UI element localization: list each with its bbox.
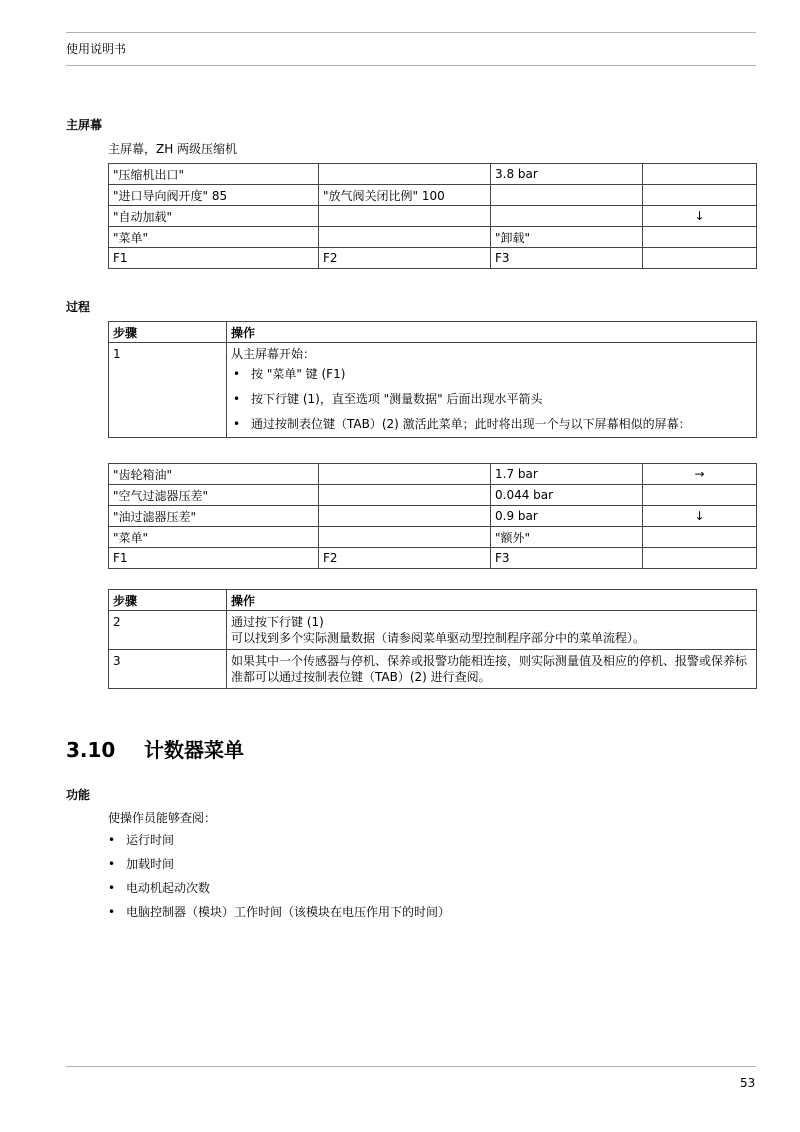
- table-cell: F3: [491, 548, 643, 569]
- table-cell: 1.7 bar: [491, 464, 643, 485]
- bullet-icon: •: [108, 833, 116, 847]
- bullet-icon: •: [108, 881, 116, 895]
- step-number: 3: [109, 650, 227, 689]
- table-cell: "额外": [491, 527, 643, 548]
- list-item-text: 通过按制表位键（TAB）(2) 激活此菜单；此时将出现一个与以下屏幕相似的屏幕：: [251, 417, 691, 431]
- table-row: [109, 464, 757, 485]
- page-number: 53: [740, 1076, 756, 1090]
- table-row: [109, 485, 757, 506]
- measured-data-display-table: [108, 463, 757, 569]
- table-cell: 0.044 bar: [491, 485, 643, 506]
- bullet-icon: •: [233, 367, 241, 381]
- table-cell: [319, 227, 491, 248]
- footer-rule: [66, 1066, 756, 1067]
- table-cell: "压缩机出口": [109, 164, 319, 185]
- table-cell: [319, 506, 491, 527]
- step-line: 通过按下行键 (1): [231, 615, 324, 629]
- function-intro: 使操作员能够查阅：: [108, 811, 217, 825]
- bullet-icon: •: [108, 905, 116, 919]
- table-cell: [319, 206, 491, 227]
- main-screen-caption: 主屏幕，ZH 两级压缩机: [108, 142, 238, 156]
- table-row: [109, 527, 757, 548]
- table-cell: [491, 185, 643, 206]
- list-item: [108, 832, 450, 856]
- list-item: [108, 880, 450, 904]
- main-screen-heading: 主屏幕: [66, 118, 103, 132]
- table-cell: [319, 164, 491, 185]
- table-cell: "齿轮箱油": [109, 464, 319, 485]
- column-header-action: 操作: [227, 590, 757, 611]
- list-item-text: 按下行键 (1)，直至选项 "测量数据" 后面出现水平箭头: [251, 392, 543, 406]
- column-header-action: 操作: [227, 322, 757, 343]
- step-action: [227, 343, 757, 438]
- function-heading: 功能: [66, 788, 91, 802]
- table-cell: "卸载": [491, 227, 643, 248]
- table-row: [109, 248, 757, 269]
- step-line: 可以找到多个实际测量数据（请参阅菜单驱动型控制程序部分中的菜单流程）。: [231, 631, 646, 645]
- header-bottom-rule: [66, 65, 756, 66]
- table-cell: F2: [319, 248, 491, 269]
- step-intro: 从主屏幕开始：: [231, 347, 316, 361]
- list-item: [231, 366, 752, 382]
- table-row: [109, 227, 757, 248]
- main-screen-display-table: [108, 163, 757, 269]
- table-row: [109, 548, 757, 569]
- bullet-icon: •: [108, 857, 116, 871]
- table-row: [109, 611, 757, 650]
- step-action: [227, 611, 757, 650]
- bullet-icon: •: [233, 417, 241, 431]
- table-row: [109, 650, 757, 689]
- list-item-text: 按 "菜单" 键 (F1): [251, 367, 346, 381]
- table-cell: 3.8 bar: [491, 164, 643, 185]
- list-item-text: 加载时间: [126, 857, 175, 871]
- table-cell: [643, 248, 757, 269]
- step-bullet-list: [231, 366, 752, 432]
- column-header-step: 步骤: [109, 590, 227, 611]
- table-cell: [319, 485, 491, 506]
- list-item: [231, 416, 752, 432]
- arrow-right-icon: →: [643, 464, 757, 485]
- table-cell: F3: [491, 248, 643, 269]
- column-header-step: 步骤: [109, 322, 227, 343]
- table-cell: "放气阀关闭比例" 100: [319, 185, 491, 206]
- table-row: [109, 164, 757, 185]
- header-top-rule: [66, 32, 756, 33]
- step-number: 2: [109, 611, 227, 650]
- table-row: [109, 343, 757, 438]
- table-cell: "空气过滤器压差": [109, 485, 319, 506]
- step-number: 1: [109, 343, 227, 438]
- list-item: [231, 391, 752, 407]
- step-action: 如果其中一个传感器与停机、保养或报警功能相连接，则实际测量值及相应的停机、报警或保养标准都可以通过按制表位键（TAB）(2) 进行查阅。: [227, 650, 757, 689]
- document-title: 使用说明书: [66, 42, 127, 56]
- table-cell: [319, 527, 491, 548]
- table-header-row: [109, 590, 757, 611]
- table-header-row: [109, 322, 757, 343]
- chapter-title: 计数器菜单: [144, 738, 244, 762]
- table-cell: "进口导向阀开度" 85: [109, 185, 319, 206]
- procedure-heading: 过程: [66, 300, 91, 314]
- chapter-heading: [66, 734, 244, 763]
- table-cell: "菜单": [109, 227, 319, 248]
- table-cell: "菜单": [109, 527, 319, 548]
- table-cell: F1: [109, 548, 319, 569]
- table-row: [109, 206, 757, 227]
- table-cell: 0.9 bar: [491, 506, 643, 527]
- table-row: [109, 506, 757, 527]
- procedure-table-2: [108, 589, 757, 689]
- table-cell: [643, 164, 757, 185]
- arrow-down-icon: ↓: [643, 506, 757, 527]
- table-cell: F1: [109, 248, 319, 269]
- table-cell: F2: [319, 548, 491, 569]
- table-cell: [643, 185, 757, 206]
- table-cell: [643, 227, 757, 248]
- table-cell: "油过滤器压差": [109, 506, 319, 527]
- table-cell: [643, 548, 757, 569]
- table-cell: "自动加载": [109, 206, 319, 227]
- bullet-icon: •: [233, 392, 241, 406]
- list-item-text: 电脑控制器（模块）工作时间（该模块在电压作用下的时间）: [126, 905, 451, 919]
- procedure-table-1: [108, 321, 757, 438]
- list-item: [108, 856, 450, 880]
- table-cell: [643, 485, 757, 506]
- table-row: [109, 185, 757, 206]
- function-list: [108, 832, 450, 928]
- chapter-number: 3.10: [66, 738, 116, 762]
- list-item-text: 电动机起动次数: [126, 881, 211, 895]
- table-cell: [643, 527, 757, 548]
- list-item-text: 运行时间: [126, 833, 175, 847]
- list-item: [108, 904, 450, 928]
- table-cell: [491, 206, 643, 227]
- arrow-down-icon: ↓: [643, 206, 757, 227]
- table-cell: [319, 464, 491, 485]
